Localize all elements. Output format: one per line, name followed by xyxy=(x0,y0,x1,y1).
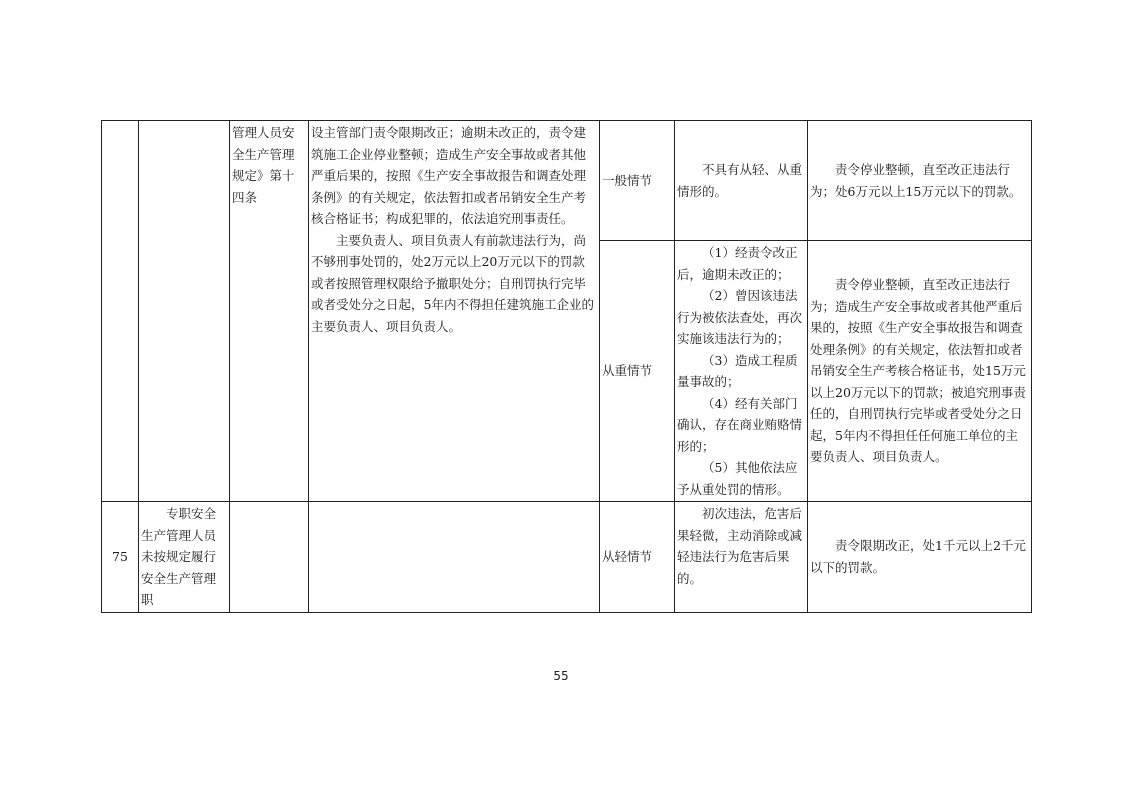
provision-continued-text: 设主管部门责令限期改正；逾期未改正的，责令建筑施工企业停业整顿；造成生产安全事故或者其他严重后果的，按照《生产安全事故报告和调查处理条例》的有关规定，依法暂扣或者吊销安全生产考核合格证书；构成犯罪的，依法追究刑事责任。 xyxy=(311,125,587,226)
cell-violation-item xyxy=(139,502,230,613)
cell-penalty-provision xyxy=(309,502,600,613)
penalty-standards-table xyxy=(101,120,1032,613)
cell-penalty-provision xyxy=(309,121,600,502)
cell-number xyxy=(102,121,139,502)
cell-penalty-severe xyxy=(808,241,1032,502)
condition-item-4: （4）经有关部门确认，存在商业贿赂情形的； xyxy=(677,395,803,454)
cell-conditions-severe xyxy=(675,241,808,502)
penalty-text: 责令停业整顿，直至改正违法行为；处6万元以上15万元以下的罚款。 xyxy=(810,162,1022,199)
cell-violation-item xyxy=(139,121,230,502)
condition-item-5: （5）其他依法应予从重处罚的情形。 xyxy=(677,460,798,497)
cell-number xyxy=(102,502,139,613)
cell-circumstance-general xyxy=(600,121,675,241)
penalty-text: 责令限期改正，处1千元以上2千元以下的罚款。 xyxy=(810,538,1026,575)
cell-circumstance-light xyxy=(600,502,675,613)
penalty-text: 责令停业整顿，直至改正违法行为；造成生产安全事故或者其他严重后果的，按照《生产安全事故报告和调查处理条例》的有关规定，依法暂扣或者吊销安全生产考核合格证书，处15万元以上20万元以下的罚款；被追究刑事责任的，自刑罚执行完毕或者受处分之日起，5年内不得担任任何施工单位的主要负责人、项目负责人。 xyxy=(810,277,1026,465)
circumstance-label: 从重情节 xyxy=(602,363,653,379)
condition-item-2: （2）曾因该违法行为被依法查处，再次实施该违法行为的； xyxy=(677,288,803,346)
cell-legal-basis xyxy=(230,121,309,502)
table-row xyxy=(102,121,1032,241)
table-row xyxy=(102,502,1032,613)
cell-penalty-light xyxy=(808,502,1032,613)
row-number: 75 xyxy=(112,549,128,564)
page-number: 55 xyxy=(553,669,569,683)
provision-paragraph-2: 主要负责人、项目负责人有前款违法行为，尚不够刑事处罚的，处2万元以上20万元以下的罚款或者按照管理权限给予撤职处分；自刑罚执行完毕或者受处分之日起，5年内不得担任建筑施工企业的主要负责人、项目负责人。 xyxy=(311,232,594,334)
violation-item-text: 专职安全生产管理人员未按规定履行安全生产管理职 xyxy=(141,506,217,607)
condition-item-3: （3）造成工程质量事故的； xyxy=(677,352,798,389)
circumstance-label: 一般情节 xyxy=(602,172,653,188)
condition-text: 初次违法，危害后果轻微，主动消除或减轻违法行为危害后果的。 xyxy=(677,506,803,586)
condition-text: 不具有从轻、从重情形的。 xyxy=(677,162,803,199)
circumstance-label: 从轻情节 xyxy=(602,549,653,564)
cell-penalty-general xyxy=(808,121,1032,241)
cell-condition-light xyxy=(675,502,808,613)
cell-condition-general xyxy=(675,121,808,241)
condition-item-1: （1）经责令改正后，逾期未改正的； xyxy=(677,245,798,282)
cell-circumstance-severe xyxy=(600,241,675,502)
cell-legal-basis xyxy=(230,502,309,613)
legal-basis-text: 管理人员安全生产管理规定》第十四条 xyxy=(232,125,295,205)
